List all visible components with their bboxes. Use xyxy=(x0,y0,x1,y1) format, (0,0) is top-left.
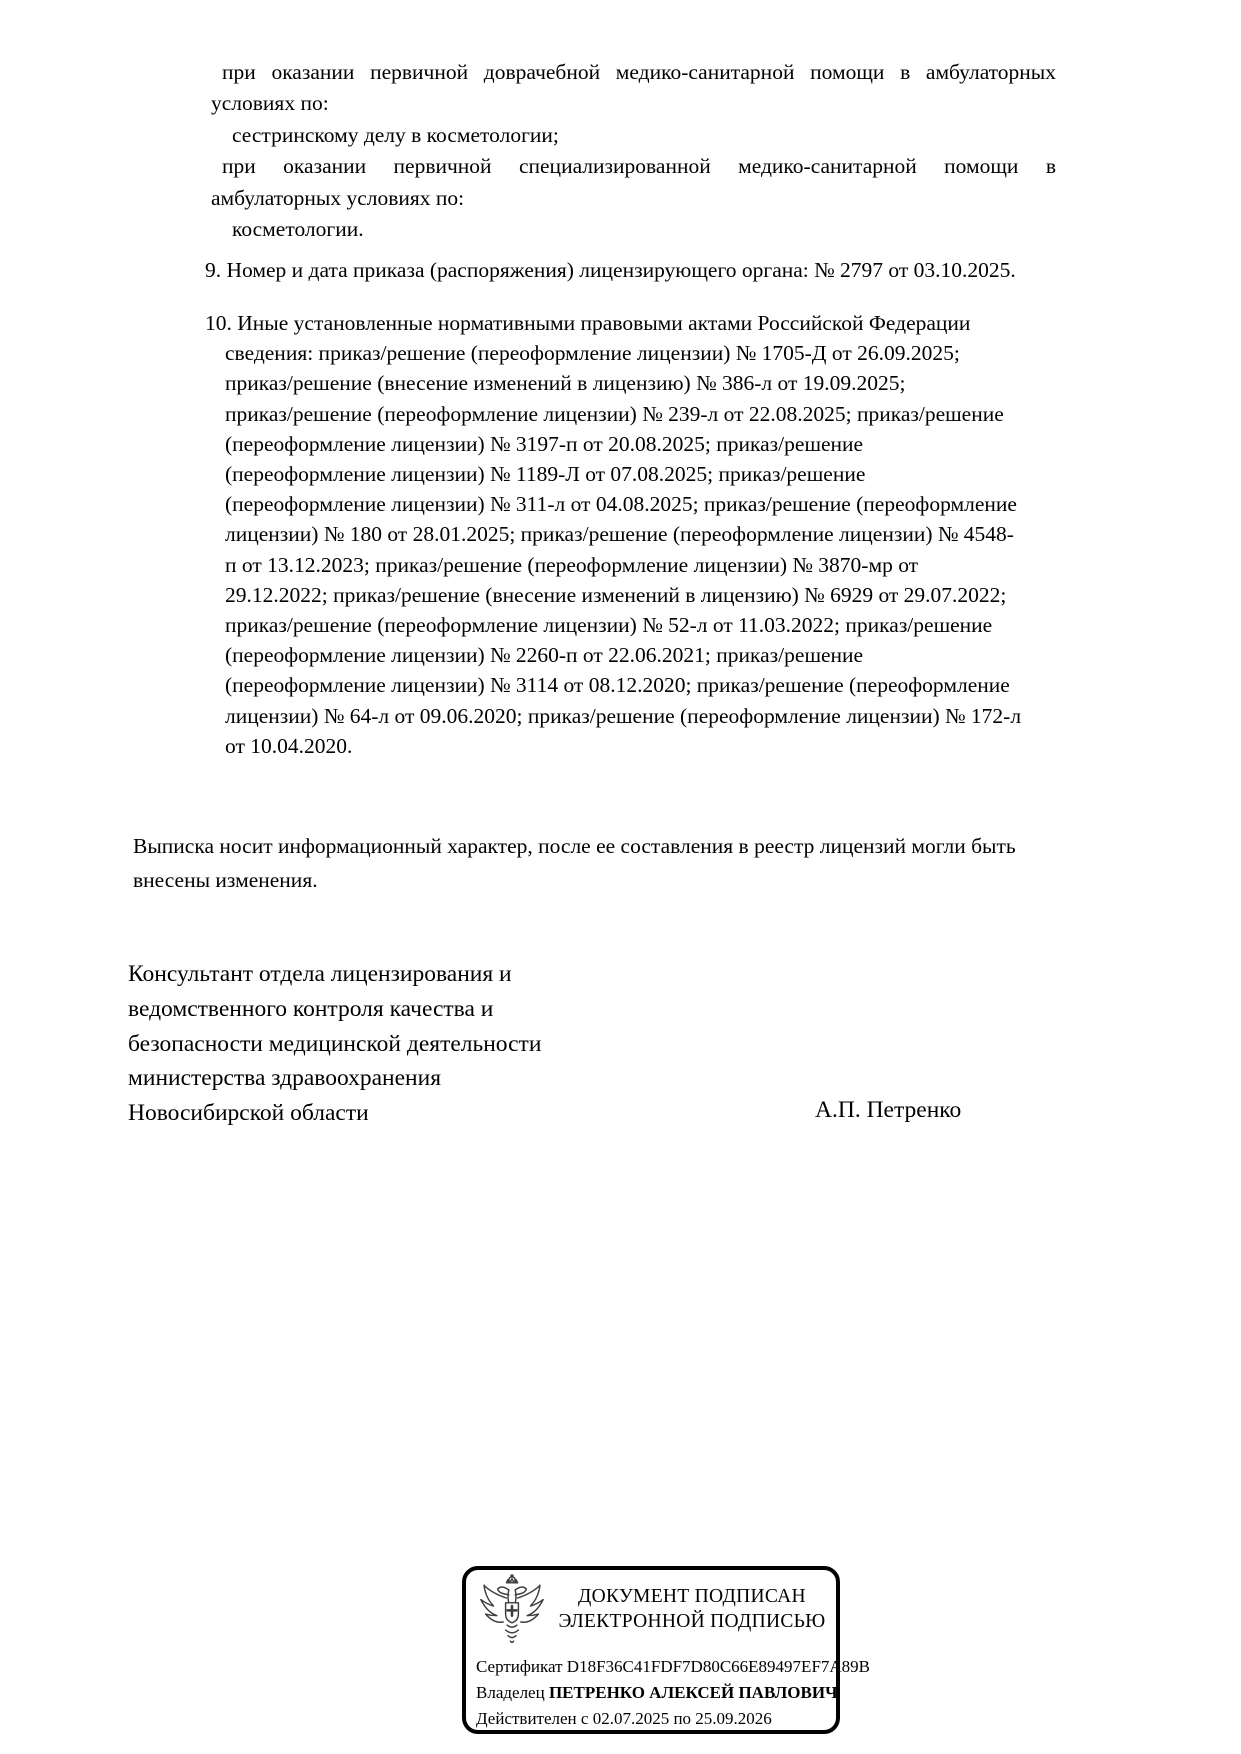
item-10-line: (переоформление лицензии) № 3197-п от 20.08.2025; приказ/решение xyxy=(225,431,864,456)
services-line: при оказании первичной доврачебной медико-санитарной помощи в амбулаторных xyxy=(222,60,1056,84)
roszdravnadzor-eagle-emblem-icon xyxy=(476,1574,548,1654)
services-line: условиях по: xyxy=(211,91,329,116)
item-10-line: (переоформление лицензии) № 311-л от 04.08.2025; приказ/решение (переоформление xyxy=(225,492,1017,517)
electronic-signature-stamp xyxy=(462,1566,871,1734)
item-10-line: приказ/решение (переоформление лицензии) № 239-л от 22.08.2025; приказ/решение xyxy=(225,401,1004,426)
owner-line xyxy=(476,1680,870,1706)
item-10-line: 10. Иные установленные нормативными правовыми актами Российской Федерации xyxy=(205,311,971,335)
certificate-label: Сертификат xyxy=(476,1657,563,1676)
signatory-position-line: безопасности медицинской деятельности xyxy=(128,1030,542,1057)
services-line: сестринскому делу в косметологии; xyxy=(232,122,559,147)
item-10-line: (переоформление лицензии) № 3114 от 08.12.2020; приказ/решение (переоформление xyxy=(225,673,1010,698)
signatory-position-line: Консультант отдела лицензирования и xyxy=(128,961,512,987)
item-10-line: лицензии) № 64-л от 09.06.2020; приказ/решение (переоформление лицензии) № 172-л xyxy=(225,703,1022,728)
validity-line: Действителен с 02.07.2025 по 25.09.2026 xyxy=(476,1709,772,1728)
item-10-line: приказ/решение (внесение изменений в лицензию) № 386-л от 19.09.2025; xyxy=(225,371,906,396)
item-10-line: (переоформление лицензии) № 2260-п от 22.06.2021; приказ/решение xyxy=(225,643,864,668)
item-10-line: сведения: приказ/решение (переоформление лицензии) № 1705-Д от 26.09.2025; xyxy=(225,341,960,366)
item-9-order-number: 9. Номер и дата приказа (распоряжения) лицензирующего органа: № 2797 от 03.10.2025. xyxy=(205,258,1016,282)
signatory-position-block xyxy=(128,957,541,1131)
signatory-position-line: Новосибирской области xyxy=(128,1100,369,1127)
note-line: Выписка носит информационный характер, после ее составления в реестр лицензий могли быть xyxy=(133,834,1016,858)
owner-value: ПЕТРЕНКО АЛЕКСЕЙ ПАВЛОВИЧ xyxy=(548,1683,838,1702)
item-10-line: (переоформление лицензии) № 1189-Л от 07.08.2025; приказ/решение xyxy=(225,462,866,487)
stamp-title-line: ЭЛЕКТРОННОЙ ПОДПИСЬЮ xyxy=(558,1611,826,1632)
signatory-position-line: министерства здравоохранения xyxy=(128,1065,442,1092)
item-10-line: от 10.04.2020. xyxy=(225,733,353,758)
item-10-line: 29.12.2022; приказ/решение (внесение изменений в лицензию) № 6929 от 29.07.2022; xyxy=(225,582,1007,607)
item-10-line: п от 13.12.2023; приказ/решение (переоформление лицензии) № 3870-мр от xyxy=(225,552,919,577)
certificate-value: D18F36C41FDF7D80C66E89497EF7A89B xyxy=(566,1657,871,1676)
services-line: косметологии. xyxy=(232,217,364,242)
stamp-title-line: ДОКУМЕНТ ПОДПИСАН xyxy=(578,1586,806,1607)
signatory-name: А.П. Петренко xyxy=(815,1097,962,1123)
stamp-info xyxy=(476,1654,870,1732)
item-10-line: приказ/решение (переоформление лицензии) № 52-л от 11.03.2022; приказ/решение xyxy=(225,613,993,638)
services-line: амбулаторных условиях по: xyxy=(211,185,465,210)
signatory-position-line: ведомственного контроля качества и xyxy=(128,995,494,1022)
services-list-block xyxy=(211,57,1056,245)
item-10-line: лицензии) № 180 от 28.01.2025; приказ/решение (переоформление лицензии) № 4548- xyxy=(225,522,1014,547)
stamp-title xyxy=(554,1584,830,1634)
note-line: внесены изменения. xyxy=(133,867,318,892)
owner-label: Владелец xyxy=(476,1683,545,1702)
item-10-other-orders xyxy=(205,308,1075,761)
services-line: при оказании первичной специализированной медико-санитарной помощи в xyxy=(222,154,1056,179)
certificate-line xyxy=(476,1654,870,1680)
informational-note xyxy=(133,830,1016,897)
